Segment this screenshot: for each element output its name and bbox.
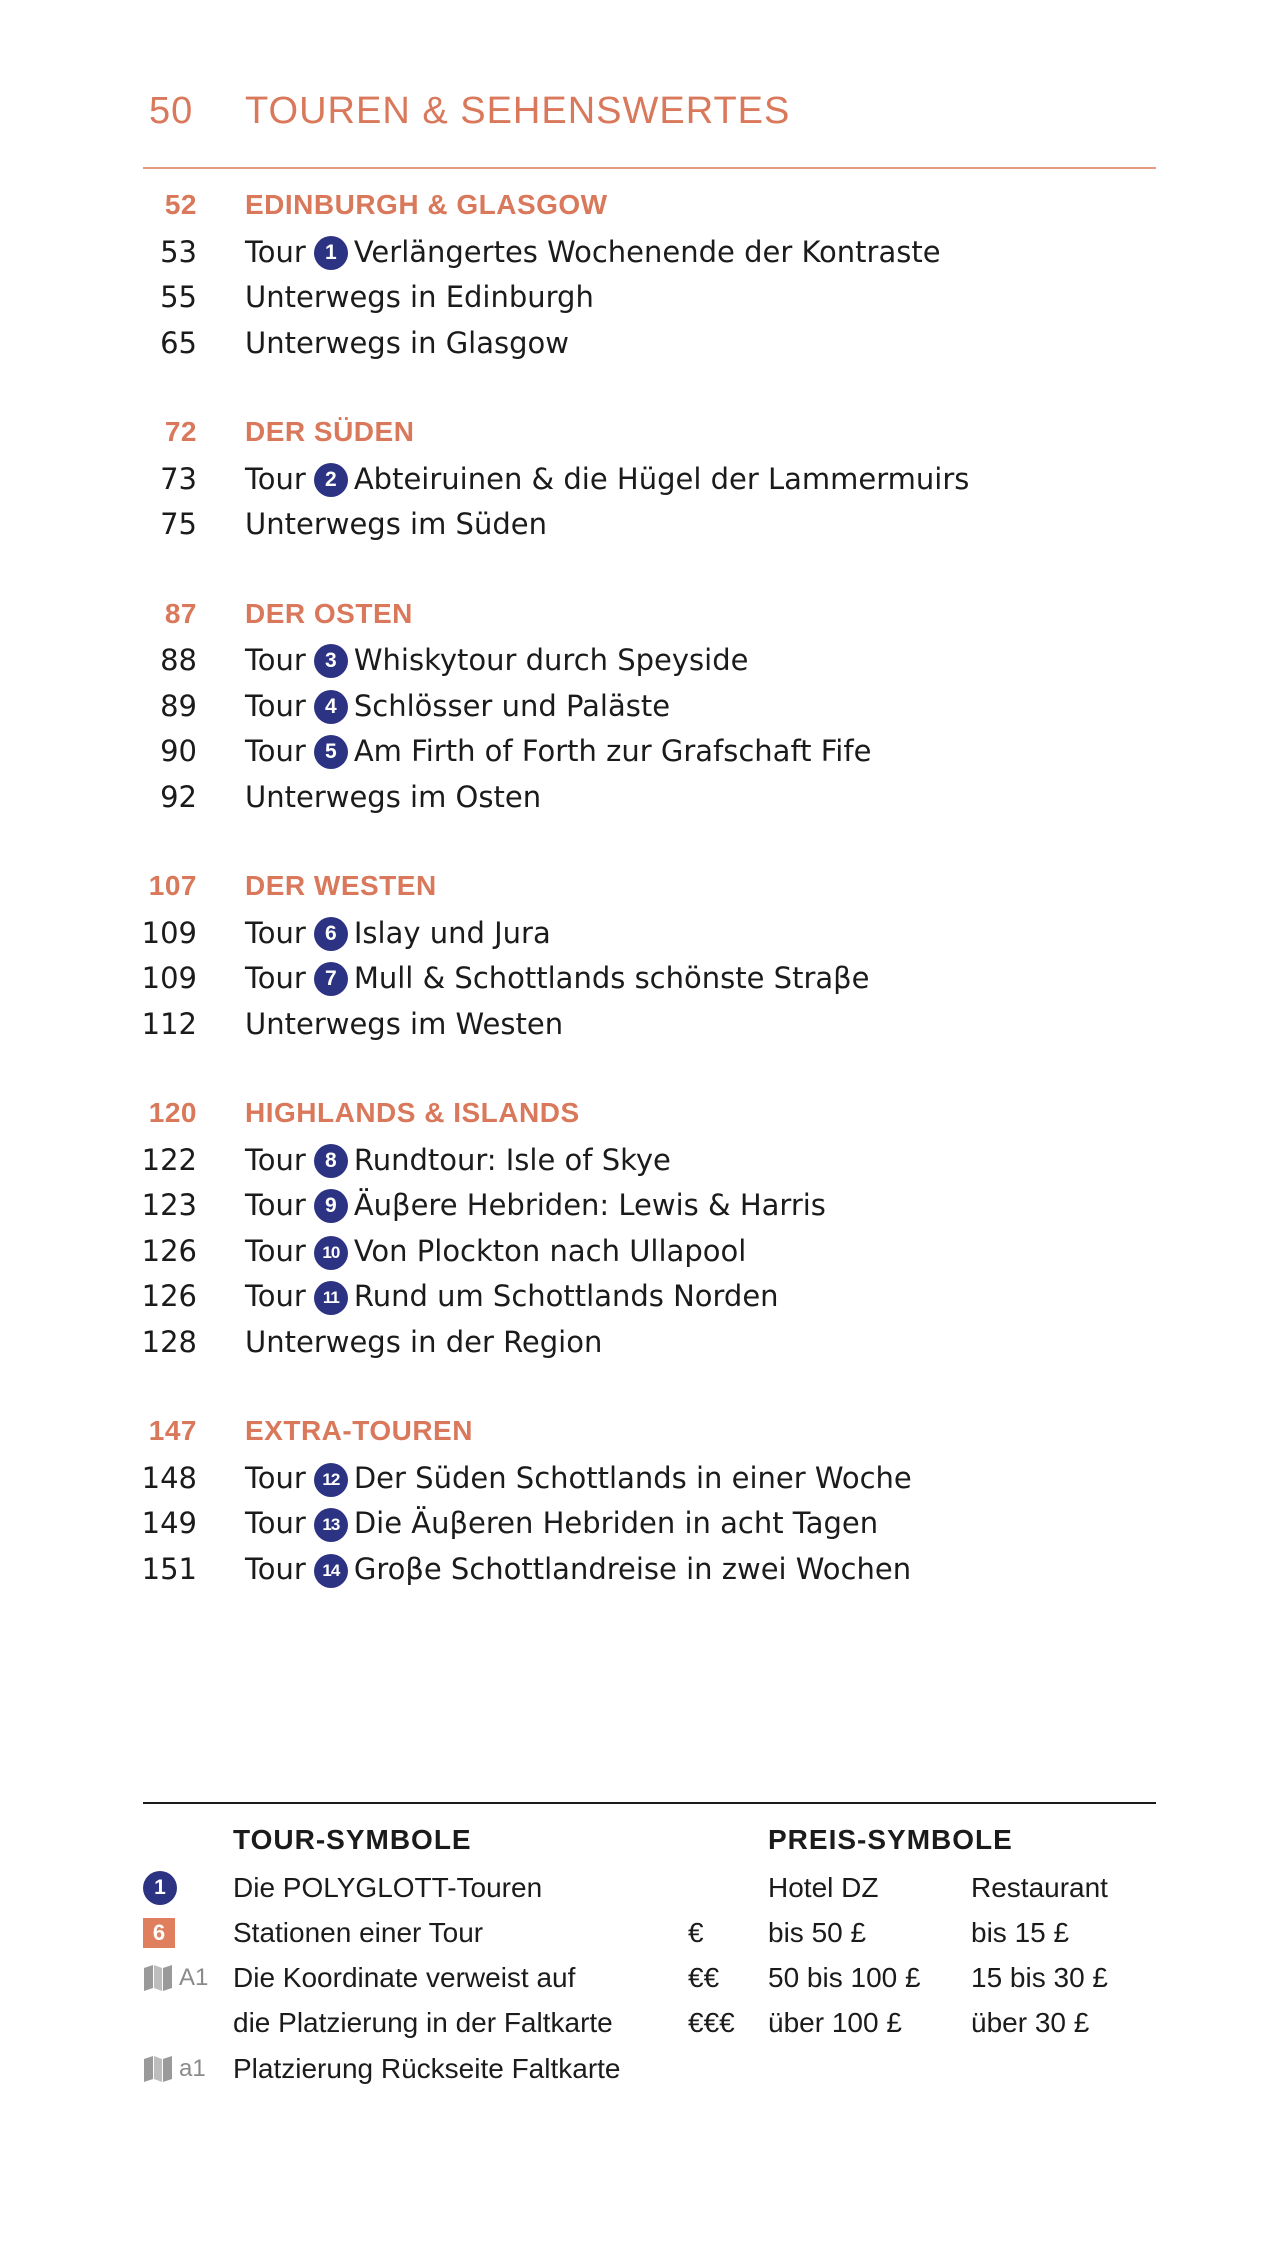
toc-entry[interactable] [0, 501, 1275, 547]
entry-title: Die Äuβeren Hebriden in acht Tagen [353, 1506, 879, 1540]
price-symbol: €€€ [688, 2007, 735, 2038]
toc-entry[interactable] [0, 1273, 1275, 1319]
entry-page-number: 126 [141, 1233, 197, 1268]
price-symbols-heading: PREIS-SYMBOLE [768, 1824, 1013, 1855]
toc-entry[interactable] [0, 774, 1275, 820]
toc-entry[interactable] [0, 637, 1275, 683]
entry-page-number: 109 [141, 915, 197, 950]
section-page-number: 72 [164, 416, 197, 447]
entry-title: Mull & Schottlands schönste Straβe [353, 961, 870, 995]
toc-entry[interactable] [0, 1182, 1275, 1228]
section-title: EXTRA-TOUREN [245, 1415, 473, 1446]
entry-page-number: 55 [160, 280, 197, 314]
tour-prefix: Tour [245, 1460, 306, 1495]
section-title: EDINBURGH & GLASGOW [245, 189, 608, 220]
toc-entry[interactable] [0, 456, 1275, 502]
toc-section [0, 592, 1275, 820]
entry-page-number: 128 [141, 1324, 197, 1359]
toc-entry[interactable] [0, 1319, 1275, 1365]
tour-prefix: Tour [245, 234, 306, 269]
price-restaurant-value: 15 bis 30 £ [971, 1962, 1108, 1993]
tour-symbols-heading: TOUR-SYMBOLE [233, 1824, 472, 1855]
entry-page-number: 122 [141, 1142, 197, 1177]
price-hotel-value: 50 bis 100 £ [768, 1962, 921, 1993]
price-symbol: €€ [688, 1962, 720, 1993]
legend-station-text: Stationen einer Tour [233, 1917, 484, 1948]
section-heading[interactable] [0, 1409, 1275, 1455]
legend [143, 1802, 1156, 2084]
section-heading[interactable] [0, 410, 1275, 456]
tour-number-badge: 6 [314, 917, 348, 951]
entry-title: Rundtour: Isle of Skye [353, 1142, 671, 1177]
entry-page-number: 89 [160, 688, 197, 723]
section-page-number: 52 [164, 189, 197, 220]
tour-prefix: Tour [245, 643, 306, 677]
price-column-hotel: Hotel DZ [768, 1872, 879, 1903]
entry-title: Unterwegs im Westen [245, 1006, 564, 1041]
entry-title: Unterwegs in der Region [245, 1324, 603, 1359]
entry-title: Abteiruinen & die Hügel der Lammermuirs [353, 461, 970, 496]
chapter-title: TOUREN & SEHENSWERTES [245, 90, 791, 132]
entry-page-number: 53 [160, 234, 197, 269]
toc-entry[interactable] [0, 274, 1275, 320]
tour-number-badge: 7 [314, 962, 348, 996]
tour-number-badge: 14 [314, 1554, 348, 1588]
entry-page-number: 126 [141, 1279, 197, 1313]
entry-title: Äuβere Hebriden: Lewis & Harris [353, 1188, 826, 1222]
chapter-page-number: 50 [149, 90, 194, 132]
toc-entry[interactable] [0, 728, 1275, 774]
tour-prefix: Tour [245, 961, 306, 995]
section-page-number: 107 [148, 870, 197, 901]
entry-page-number: 148 [141, 1460, 197, 1495]
section-heading[interactable] [0, 1091, 1275, 1137]
toc-entry[interactable] [0, 229, 1275, 275]
entry-page-number: 92 [160, 779, 197, 814]
toc-entry[interactable] [0, 1001, 1275, 1047]
legend-coordinate-text: Die Koordinate verweist auf [233, 1962, 576, 1993]
map-back-coordinate-label: a1 [179, 2055, 206, 2082]
entry-title: Verlängertes Wochenende der Kontraste [353, 234, 941, 269]
price-symbol: € [688, 1917, 704, 1948]
station-badge-icon: 6 [143, 1918, 175, 1948]
entry-page-number: 123 [141, 1188, 197, 1222]
tour-prefix: Tour [245, 1506, 306, 1540]
tour-prefix: Tour [245, 1142, 306, 1177]
section-heading[interactable] [0, 592, 1275, 638]
entry-title: Am Firth of Forth zur Grafschaft Fife [353, 734, 872, 768]
entry-page-number: 151 [141, 1551, 197, 1586]
price-restaurant-value: über 30 £ [971, 2007, 1090, 2038]
tour-prefix: Tour [245, 1551, 306, 1586]
entry-page-number: 90 [160, 734, 197, 768]
entry-page-number: 149 [141, 1506, 197, 1540]
entry-title: Schlösser und Paläste [353, 688, 671, 723]
tour-number-badge: 3 [314, 644, 348, 678]
tour-number-badge: 8 [314, 1144, 348, 1178]
folded-map-back-icon [143, 2055, 173, 2083]
tour-number-badge: 4 [314, 690, 348, 724]
legend-tour-text: Die POLYGLOTT-Touren [233, 1872, 543, 1903]
entry-page-number: 75 [160, 507, 197, 541]
toc-section [0, 1091, 1275, 1364]
entry-page-number: 88 [160, 643, 197, 677]
section-title: DER OSTEN [245, 597, 413, 629]
entry-title: Unterwegs im Osten [245, 779, 542, 814]
legend-back-text: Platzierung Rückseite Faltkarte [233, 2053, 621, 2084]
entry-title: Groβe Schottlandreise in zwei Wochen [353, 1551, 912, 1586]
price-column-restaurant: Restaurant [971, 1872, 1108, 1903]
toc-section [0, 1409, 1275, 1591]
tour-number-badge: 9 [314, 1189, 348, 1223]
entry-title: Von Plockton nach Ullapool [353, 1233, 747, 1268]
map-coordinate-label: A1 [179, 1964, 209, 1991]
section-title: DER SÜDEN [245, 416, 415, 447]
toc-entry[interactable] [0, 1228, 1275, 1274]
tour-number-badge: 13 [314, 1508, 348, 1542]
tour-badge-icon: 1 [143, 1871, 177, 1905]
toc-entry[interactable] [0, 910, 1275, 956]
toc-entry[interactable] [0, 1546, 1275, 1592]
entry-title: Unterwegs im Süden [245, 507, 547, 541]
section-heading[interactable] [0, 183, 1275, 229]
table-of-contents [0, 183, 1275, 1636]
legend-coordinate-text-cont: die Platzierung in der Faltkarte [233, 2007, 613, 2038]
tour-prefix: Tour [245, 915, 306, 950]
tour-prefix: Tour [245, 688, 306, 723]
entry-title: Der Süden Schottlands in einer Woche [353, 1460, 912, 1495]
toc-section [0, 864, 1275, 1046]
tour-prefix: Tour [245, 734, 306, 768]
toc-entry[interactable] [0, 1137, 1275, 1183]
section-title: HIGHLANDS & ISLANDS [245, 1097, 580, 1128]
toc-entry[interactable] [0, 955, 1275, 1001]
tour-number-badge: 2 [314, 463, 348, 497]
entry-title: Whiskytour durch Speyside [353, 643, 749, 677]
tour-prefix: Tour [245, 1233, 306, 1268]
entry-page-number: 73 [160, 461, 197, 496]
entry-title: Islay und Jura [353, 915, 551, 950]
tour-prefix: Tour [245, 1279, 306, 1313]
price-hotel-value: über 100 £ [768, 2007, 902, 2038]
price-hotel-value: bis 50 £ [768, 1917, 867, 1948]
section-page-number: 120 [148, 1097, 197, 1128]
entry-title: Unterwegs in Edinburgh [245, 280, 594, 314]
toc-entry[interactable] [0, 320, 1275, 366]
toc-entry[interactable] [0, 1455, 1275, 1501]
toc-entry[interactable] [0, 1500, 1275, 1546]
toc-section [0, 410, 1275, 547]
toc-section [0, 183, 1275, 365]
tour-number-badge: 5 [314, 735, 348, 769]
section-heading[interactable] [0, 864, 1275, 910]
entry-title: Rund um Schottlands Norden [353, 1279, 779, 1313]
tour-prefix: Tour [245, 461, 306, 496]
folded-map-icon [143, 1964, 173, 1992]
entry-page-number: 109 [141, 961, 197, 995]
section-title: DER WESTEN [245, 870, 437, 901]
section-page-number: 147 [148, 1415, 197, 1446]
tour-number-badge: 12 [314, 1463, 348, 1497]
entry-page-number: 65 [160, 325, 197, 360]
toc-entry[interactable] [0, 683, 1275, 729]
chapter-header [143, 82, 1156, 169]
entry-title: Unterwegs in Glasgow [245, 325, 569, 360]
tour-number-badge: 11 [314, 1281, 348, 1315]
price-restaurant-value: bis 15 £ [971, 1917, 1070, 1948]
tour-number-badge: 10 [314, 1236, 348, 1270]
tour-prefix: Tour [245, 1188, 306, 1222]
entry-page-number: 112 [141, 1006, 197, 1041]
tour-number-badge: 1 [314, 236, 348, 270]
section-page-number: 87 [164, 597, 197, 629]
